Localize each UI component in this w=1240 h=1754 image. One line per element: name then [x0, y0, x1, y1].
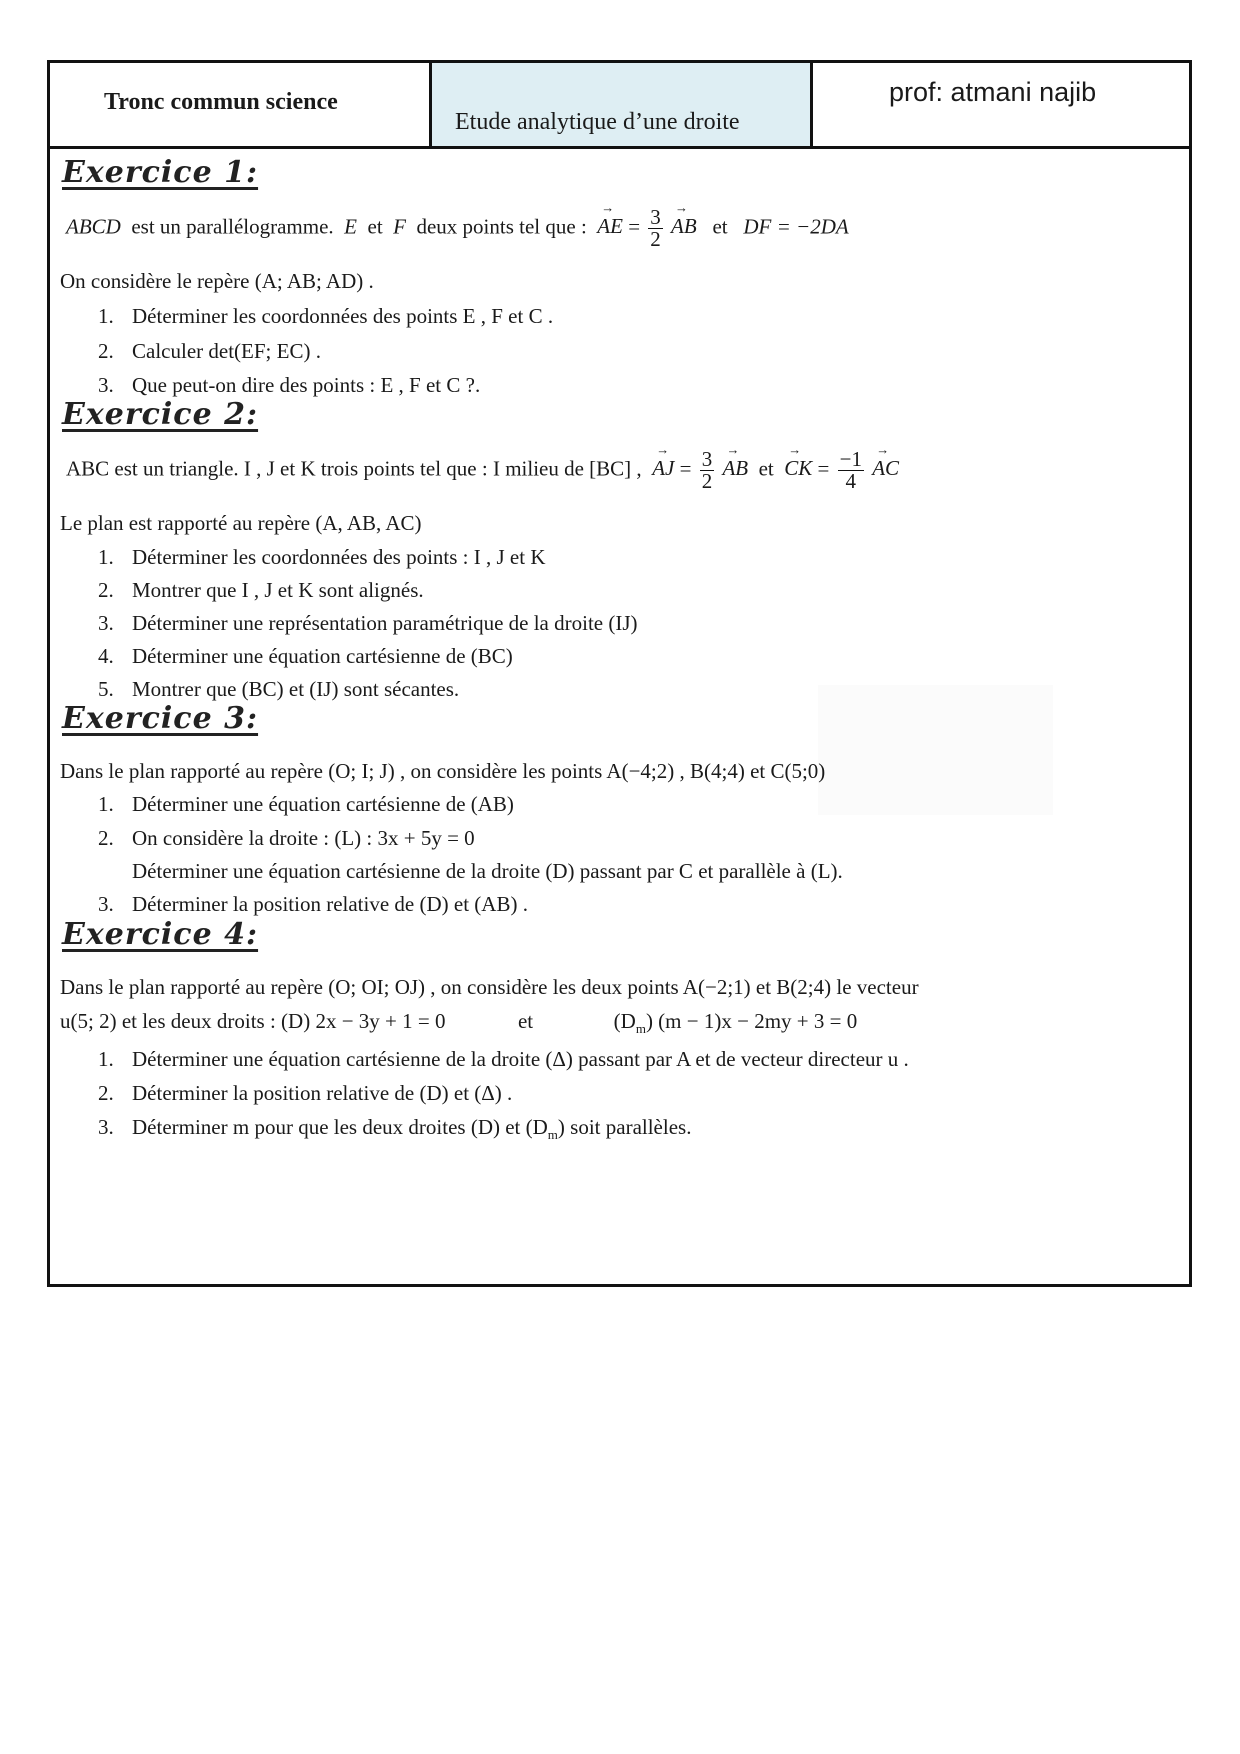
and-word-2: et — [712, 214, 728, 239]
worksheet-frame — [47, 60, 1192, 1287]
item-number: 2. — [98, 339, 114, 363]
item-text: Montrer que I , J et K sont alignés. — [132, 578, 424, 602]
exercise-4-intro-1: Dans le plan rapporté au repère (O; OI; OJ) , on considère les deux points A(−2;1) et B(2;4) le vecteur — [60, 975, 919, 999]
vector-ab: AB → — [722, 456, 748, 481]
fraction-3-2 — [700, 449, 715, 492]
line-dm-label: (D — [613, 1009, 636, 1033]
exercise-3-q2b: Déterminer une équation cartésienne de la droite (D) passant par C et parallèle à (L). — [132, 859, 843, 883]
exercise-2-q4 — [98, 644, 513, 669]
exercise-3-title: Exercice 3: — [62, 701, 259, 736]
item-text: Déterminer m pour que les deux droites (D) et (D — [132, 1115, 548, 1139]
exercise-3-intro: Dans le plan rapporté au repère (O; I; J) , on considère les points A(−4;2) , B(4;4) et C(5;0) — [60, 759, 826, 783]
point-f: F — [393, 214, 406, 239]
point-e: E — [344, 214, 357, 239]
faded-patch — [818, 685, 1053, 815]
subscript-m: m — [635, 1021, 646, 1037]
exercise-4-q3 — [98, 1115, 691, 1143]
item-number: 5. — [98, 677, 114, 701]
item-number: 2. — [98, 826, 114, 850]
denominator: 4 — [845, 469, 857, 493]
exercise-1-frame: On considère le repère (A; AB; AD) . — [60, 269, 374, 293]
exercise-2-q3 — [98, 611, 638, 636]
vector-ab: AB → — [671, 214, 697, 239]
item-number: 3. — [98, 1115, 114, 1139]
exercises-body — [50, 149, 1189, 1284]
relation-df: DF = −2DA — [743, 214, 849, 239]
vector-u-and-line-d: u(5; 2) et les deux droits : (D) 2x − 3y + 1 = 0 — [60, 1009, 446, 1033]
exercise-4-q2 — [98, 1081, 512, 1106]
exercise-1-q1 — [98, 304, 553, 329]
header-author: prof: atmani najib — [889, 77, 1097, 107]
item-text: Déterminer la position relative de (D) et (Δ) . — [132, 1081, 513, 1105]
item-number: 3. — [98, 373, 114, 397]
item-number: 2. — [98, 578, 114, 602]
intro-text-end: deux points tel que : — [416, 214, 587, 239]
exercise-1-q3 — [98, 373, 480, 398]
item-text: Déterminer la position relative de (D) et (AB) . — [132, 892, 528, 916]
exercise-2-frame: Le plan est rapporté au repère (A, AB, AC) — [60, 511, 422, 535]
item-number: 1. — [98, 792, 114, 816]
exercise-1-intro — [66, 207, 849, 250]
exercise-2-intro — [66, 449, 899, 492]
exercise-2-q2 — [98, 578, 424, 603]
equals-sign: = — [679, 456, 692, 481]
exercise-1-q2 — [98, 339, 321, 364]
fraction-minus1-4 — [838, 449, 864, 492]
vector-aj: AJ → — [652, 456, 674, 481]
vector-ck: CK → — [784, 456, 812, 481]
item-text: Que peut-on dire des points : E , F et C ?. — [132, 373, 481, 397]
item-number: 1. — [98, 545, 114, 569]
vector-ae: AE → — [597, 214, 623, 239]
fraction-3-2 — [648, 207, 663, 250]
vector-ac: AC → — [872, 456, 899, 481]
item-number: 4. — [98, 644, 114, 668]
exercise-4-intro-2 — [60, 1009, 857, 1037]
parallelogram-name: ABCD — [66, 214, 121, 239]
exercise-3-q3 — [98, 892, 528, 917]
intro-text: est un parallélogramme. — [131, 214, 334, 239]
numerator: −1 — [839, 447, 862, 471]
item-text: Déterminer une équation cartésienne de (AB) — [132, 792, 514, 816]
exercise-3-q1 — [98, 792, 514, 817]
exercise-2-q5 — [98, 677, 459, 702]
exercise-2-q1 — [98, 545, 545, 570]
item-text: Montrer que (BC) et (IJ) sont sécantes. — [132, 677, 460, 701]
exercise-4-q1 — [98, 1047, 909, 1072]
header-topic-cell — [432, 63, 813, 146]
item-number: 3. — [98, 892, 114, 916]
header-level: Tronc commun science — [104, 89, 338, 115]
exercise-3-q2 — [98, 826, 475, 851]
item-number: 2. — [98, 1081, 114, 1105]
item-text: Déterminer une équation cartésienne de la droite (Δ) passant par A et de vecteur directeur u . — [132, 1047, 909, 1071]
item-text: On considère la droite : (L) : 3x + 5y = 0 — [132, 826, 475, 850]
equals-sign: = — [628, 214, 641, 239]
header-level-cell — [50, 63, 432, 146]
numerator: 3 — [650, 205, 661, 229]
denominator: 2 — [650, 227, 661, 251]
item-number: 1. — [98, 1047, 114, 1071]
and-word: et — [517, 1009, 534, 1033]
intro-text: ABC est un triangle. I , J et K trois points tel que : I milieu de [BC] , — [66, 456, 642, 481]
header-author-cell — [813, 63, 1189, 146]
item-text: Déterminer les coordonnées des points : I , J et K — [132, 545, 546, 569]
item-text: Déterminer les coordonnées des points E , F et C . — [132, 304, 554, 328]
item-number: 1. — [98, 304, 114, 328]
header-topic: Etude analytique d’une droite — [455, 109, 740, 135]
line-dm-equation: ) (m − 1)x − 2my + 3 = 0 — [645, 1009, 858, 1033]
item-text: Déterminer une équation cartésienne de (BC) — [132, 644, 513, 668]
item-text: Déterminer une représentation paramétrique de la droite (IJ) — [132, 611, 638, 635]
header-row — [50, 63, 1189, 149]
and-word: et — [758, 456, 774, 481]
item-text: Calculer det(EF; EC) . — [132, 339, 321, 363]
equals-sign-2: = — [817, 456, 830, 481]
numerator: 3 — [701, 447, 713, 471]
exercise-2-title: Exercice 2: — [62, 397, 259, 432]
and-word: et — [367, 214, 383, 239]
subscript-m: m — [547, 1127, 558, 1143]
denominator: 2 — [701, 469, 713, 493]
item-text-end: ) soit parallèles. — [557, 1115, 692, 1139]
item-number: 3. — [98, 611, 114, 635]
exercise-4-title: Exercice 4: — [62, 917, 259, 952]
exercise-1-title: Exercice 1: — [62, 155, 259, 190]
